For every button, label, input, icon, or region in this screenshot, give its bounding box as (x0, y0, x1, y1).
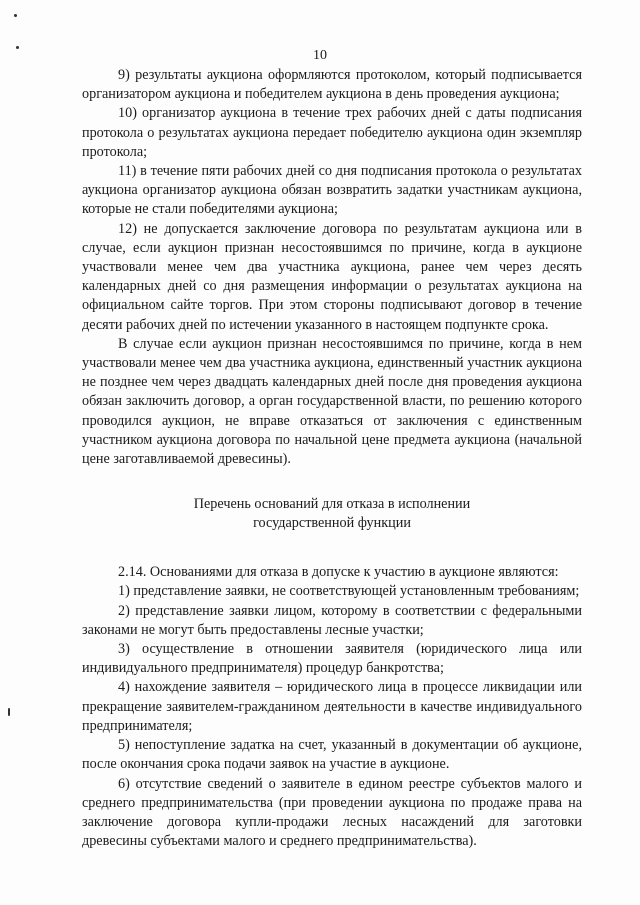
paragraph-2-14: 2.14. Основаниями для отказа в допуске к участию в аукционе являются: (118, 564, 559, 581)
refusal-ground-1: 1) представление заявки, не соответствующей установленным требованиям; (118, 583, 580, 600)
refusal-ground-2: 2) представление заявки лицом, которому в соответствии с федеральными законами не могут быть предоставлены лесные участки; (82, 602, 582, 638)
document-body (82, 66, 582, 851)
paragraph-item-9: 9) результаты аукциона оформляются протоколом, который подписывается организатором аукциона и победителем аукциона в день проведения аукциона; (82, 67, 582, 103)
scan-dust-mark (8, 708, 10, 716)
refusal-ground-4: 4) нахождение заявителя – юридического лица в процессе ликвидации или прекращение заявителем-гражданином деятельности в качестве индивидуального предпринимателя; (82, 679, 582, 734)
section-heading (82, 495, 582, 533)
section-heading-line-2: государственной функции (253, 515, 411, 532)
refusal-ground-6: 6) отсутствие сведений о заявителе в едином реестре субъектов малого и среднего предпринимательства (при проведении аукциона по продаже права на заключение договора купли-продажи лесных насаждений для заготовки древесины субъектами малого и среднего предпринимательства). (82, 775, 582, 850)
section-heading-line-1: Перечень оснований для отказа в исполнении (193, 496, 471, 513)
paragraph-item-10: 10) организатор аукциона в течение трех рабочих дней с даты подписания протокола о результатах аукциона передает победителю аукциона один экземпляр протокола; (82, 105, 582, 160)
paragraph-item-11: 11) в течение пяти рабочих дней со дня подписания протокола о результатах аукциона организатор аукциона обязан возвратить задатки участникам аукциона, которые не стали победителями аукциона; (82, 163, 582, 218)
refusal-ground-3: 3) осуществление в отношении заявителя (юридического лица или индивидуального предпринимателя) процедур банкротства; (82, 641, 582, 677)
paragraph-item-12: 12) не допускается заключение договора по результатам аукциона или в случае, если аукцион признан несостоявшимся по причине, когда в аукционе участвовали менее чем два участника аукциона, ранее чем через десять календарных дней со дня размещения информации о результатах аукциона на официальном сайте торгов. При этом стороны подписывают договор в течение десяти рабочих дней по истечении указанного в настоящем подпункте срока. (82, 220, 582, 333)
page-number: 10 (313, 48, 327, 63)
scan-dust-mark (14, 14, 17, 17)
paragraph-single-participant: В случае если аукцион признан несостоявшимся по причине, когда в нем участвовали менее чем два участника аукциона, единственный участник аукциона не позднее чем через двадцать календарных дней после дня проведения аукциона обязан заключить договор, а орган государственной власти, по решению которого проводился аукцион, не вправе отказаться от заключения с единственным участником аукциона договора по начальной цене предмета аукциона (начальной цене заготавливаемой древесины). (82, 335, 582, 468)
refusal-ground-5: 5) непоступление задатка на счет, указанный в документации об аукционе, после окончания срока подачи заявок на участие в аукционе. (82, 737, 582, 773)
